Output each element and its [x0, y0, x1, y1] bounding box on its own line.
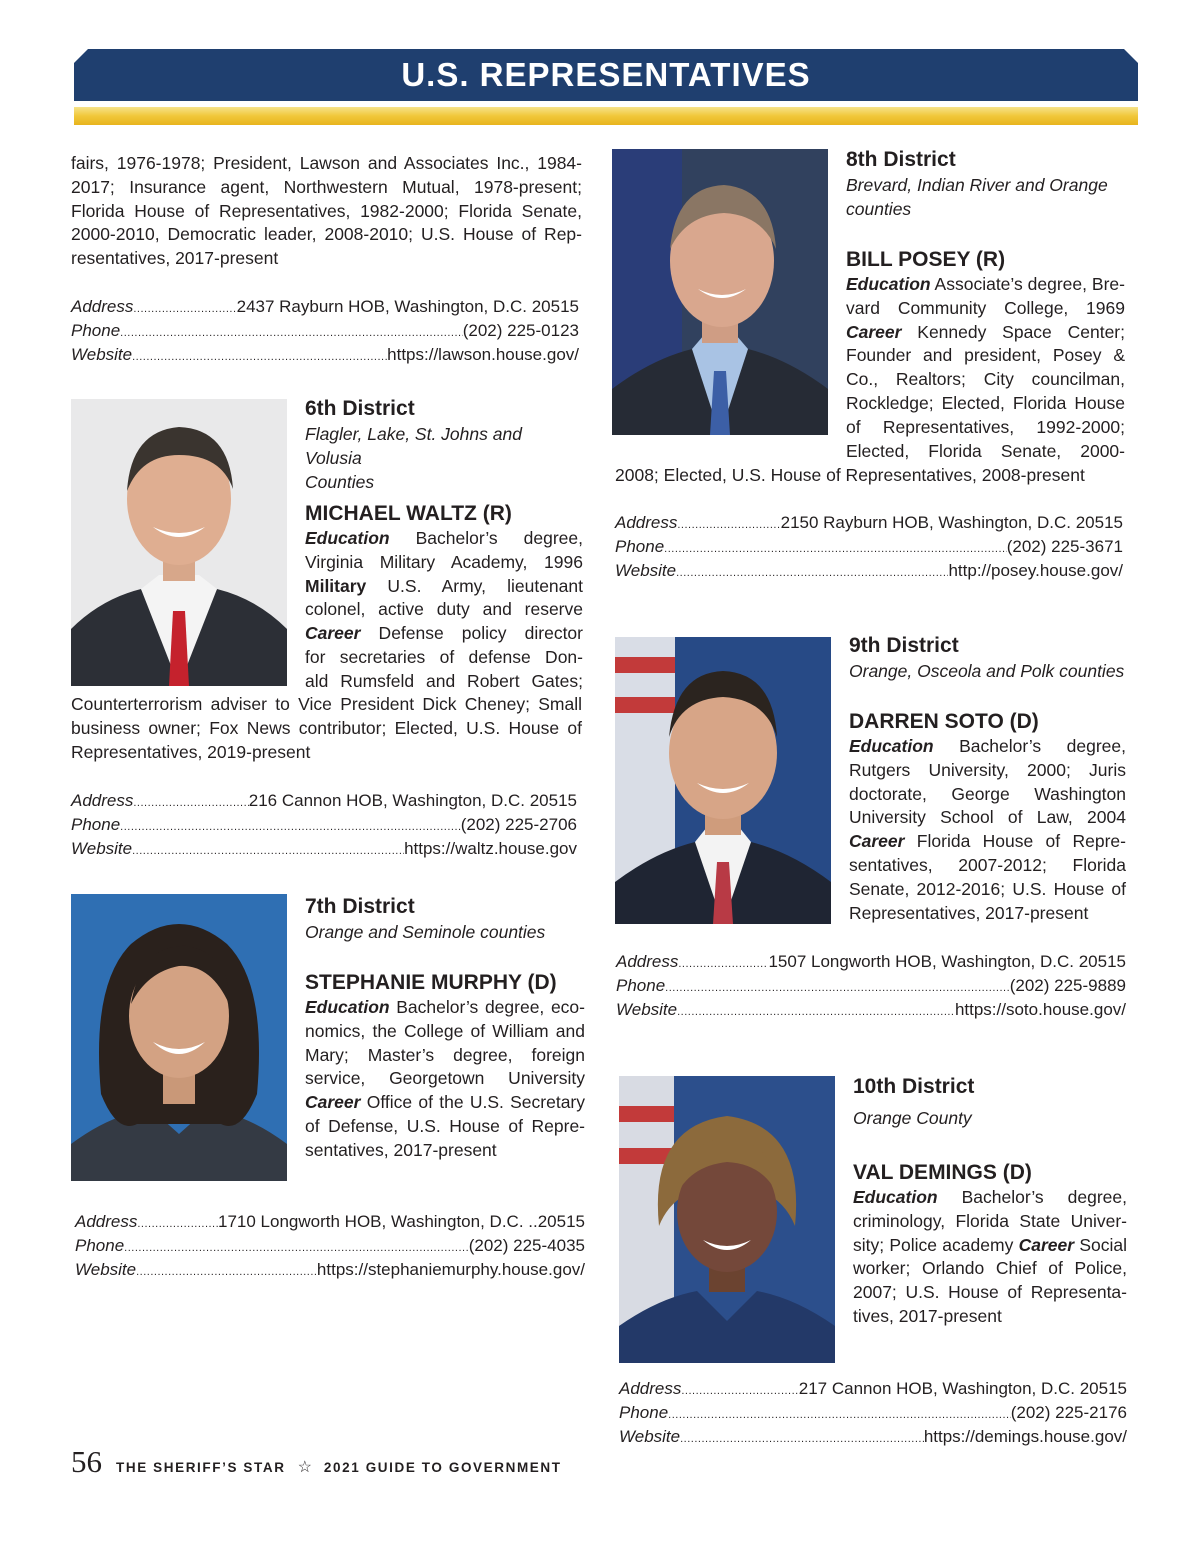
publication-name: THE SHERIFF’S STAR — [116, 1460, 286, 1475]
address-value: 1710 Longworth HOB, Washington, D.C. ..20515 — [218, 1212, 585, 1231]
bio-text: Representatives, 2017-present — [849, 902, 1089, 923]
bio-label: Career — [846, 321, 902, 342]
address-label: Address — [71, 791, 134, 810]
bio-text: Counterterrorism adviser to Vice President Dick Cheney; Small — [71, 694, 582, 714]
bio-text: Bachelor’s degree, — [937, 1187, 1127, 1207]
bio-label: Education — [849, 736, 934, 756]
bio-text: for secretaries of defense Don- — [305, 646, 583, 667]
address-label: Address — [615, 513, 678, 532]
page-footer — [71, 1444, 562, 1484]
district-counties: Brevard, Indian River and Orange — [846, 175, 1108, 195]
bio-text: Rockledge; Elected, Florida House — [846, 392, 1125, 413]
bio-text: Senate, 2012-2016; U.S. House of — [849, 878, 1126, 899]
district-counties: Counties — [305, 472, 375, 492]
waltz-contact — [71, 789, 577, 860]
banner-gold-stripe — [74, 107, 1138, 125]
page-header-banner — [74, 49, 1138, 125]
representative-name: BILL POSEY (R) — [846, 248, 1006, 271]
posey-header — [846, 147, 1126, 221]
website-label: Website — [615, 560, 677, 580]
bio-text: Associate’s degree, Bre- — [930, 274, 1125, 294]
district-counties: counties — [846, 199, 912, 219]
bio-text: of Defense, U.S. House of Repre- — [305, 1115, 585, 1136]
guide-title: 2021 GUIDE TO GOVERNMENT — [323, 1460, 562, 1475]
bio-text: of Representatives, 1992-2000; — [846, 416, 1125, 437]
representative-name: STEPHANIE MURPHY (D) — [305, 971, 557, 994]
website-link[interactable]: https://waltz.house.gov — [404, 838, 577, 858]
website-link[interactable]: https://lawson.house.gov/ — [387, 344, 579, 364]
waltz-bio — [305, 501, 583, 694]
bio-text: Bachelor’s degree, — [933, 736, 1126, 756]
district-counties: Orange County — [853, 1108, 972, 1128]
phone-value: (202) 225-4035 — [468, 1235, 585, 1255]
continued-line: fairs, 1976-1978; President, Lawson and Associates Inc., 1984- — [71, 153, 582, 173]
address-label: Address — [619, 1379, 682, 1398]
address-label: Address — [71, 297, 134, 316]
district-heading: 8th District — [846, 148, 956, 171]
bio-text: 2007; U.S. House of Representa- — [853, 1282, 1127, 1303]
bio-text: Office of the U.S. Secretary — [360, 1092, 585, 1113]
phone-label: Phone — [75, 1235, 125, 1255]
phone-label: Phone — [71, 814, 121, 834]
phone-label: Phone — [615, 536, 665, 556]
bio-text: worker; Orlando Chief of Police, — [853, 1258, 1127, 1279]
bio-text: University School of Law, 2004 — [849, 807, 1126, 828]
bio-text: Florida House of Repre- — [904, 831, 1126, 852]
address-value: 2437 Rayburn HOB, Washington, D.C. 20515 — [236, 297, 579, 316]
phone-value: (202) 225-2176 — [1010, 1402, 1127, 1422]
bio-text: Defense policy director — [360, 623, 583, 644]
phone-label: Phone — [619, 1402, 669, 1422]
bio-text: service, Georgetown University — [305, 1068, 585, 1089]
bio-label: Career — [849, 831, 905, 852]
bio-label: Education — [305, 997, 390, 1017]
bio-text: doctorate, George Washington — [849, 783, 1126, 804]
phone-label: Phone — [616, 975, 666, 995]
murphy-header — [305, 894, 583, 944]
star-icon: ☆ — [297, 1459, 312, 1476]
waltz-header — [305, 396, 583, 494]
representative-name: DARREN SOTO (D) — [849, 710, 1039, 733]
bio-text: Co., Realtors; City councilman, — [846, 369, 1125, 390]
district-heading: 7th District — [305, 895, 415, 918]
bio-text: vard Community College, 1969 — [846, 297, 1125, 318]
bio-text: Bachelor’s degree, eco- — [389, 997, 585, 1017]
bio-text: Bachelor’s degree, — [389, 528, 583, 548]
district-heading: 9th District — [849, 634, 959, 657]
phone-value: (202) 225-2706 — [460, 814, 577, 834]
bio-text: Rutgers University, 2000; Juris — [849, 759, 1126, 780]
district-heading: 6th District — [305, 397, 415, 420]
bio-text: tives, 2017-present — [853, 1305, 1002, 1326]
bio-text: criminology, Florida State Univer- — [853, 1210, 1127, 1231]
waltz-portrait — [71, 399, 287, 686]
address-value: 2150 Rayburn HOB, Washington, D.C. 20515 — [780, 513, 1123, 532]
bio-text: Representatives, 2019-present — [71, 741, 311, 762]
website-link[interactable]: https://soto.house.gov/ — [954, 999, 1126, 1019]
bio-text: Kennedy Space Center; — [901, 321, 1125, 342]
website-label: Website — [71, 344, 133, 364]
address-value: 216 Cannon HOB, Washington, D.C. 20515 — [248, 791, 577, 810]
website-link[interactable]: https://demings.house.gov/ — [923, 1426, 1127, 1446]
soto-header — [849, 633, 1127, 683]
bio-label: Education — [305, 528, 390, 548]
address-label: Address — [75, 1212, 138, 1231]
phone-value: (202) 225-9889 — [1009, 975, 1126, 995]
bio-text: colonel, active duty and reserve — [305, 599, 583, 620]
address-value: 1507 Longworth HOB, Washington, D.C. 20515 — [768, 952, 1126, 971]
phone-value: (202) 225-3671 — [1006, 536, 1123, 556]
murphy-bio — [305, 970, 585, 1163]
representative-name: VAL DEMINGS (D) — [853, 1161, 1032, 1184]
soto-portrait — [615, 637, 831, 924]
murphy-contact — [75, 1210, 585, 1281]
bio-text: Elected, Florida Senate, 2000- — [846, 440, 1125, 461]
bio-text: business owner; Fox News contributor; Elected, U.S. House of — [71, 717, 582, 738]
soto-bio — [849, 709, 1126, 925]
demings-contact — [619, 1377, 1127, 1448]
continued-line: 2000-2010, Democratic leader, 2008-2010; U.S. House of Rep- — [71, 224, 582, 245]
phone-value: (202) 225-0123 — [462, 320, 579, 340]
website-label: Website — [619, 1426, 681, 1446]
soto-contact — [616, 950, 1126, 1021]
bio-label: Military — [305, 575, 367, 596]
demings-bio — [853, 1160, 1127, 1329]
bio-text: Social — [1074, 1234, 1127, 1255]
bio-text: nomics, the College of William and — [305, 1020, 585, 1041]
website-label: Website — [616, 999, 678, 1019]
page-number: 56 — [71, 1444, 102, 1479]
address-value: 217 Cannon HOB, Washington, D.C. 20515 — [798, 1379, 1127, 1398]
demings-header — [853, 1074, 1127, 1130]
demings-portrait — [619, 1076, 835, 1363]
bio-label: Career — [1018, 1234, 1075, 1255]
waltz-bio-continued — [71, 693, 582, 764]
district-heading: 10th District — [853, 1075, 975, 1098]
website-label: Website — [75, 1259, 137, 1279]
district-counties: Flagler, Lake, St. Johns and Volusia — [305, 424, 522, 468]
lawson-contact — [71, 295, 579, 366]
representative-name: MICHAEL WALTZ (R) — [305, 502, 512, 525]
bio-text: ald Rumsfeld and Robert Gates; — [305, 670, 583, 691]
continued-bio — [71, 152, 582, 271]
district-counties: Orange and Seminole counties — [305, 922, 546, 942]
website-link[interactable]: https://stephaniemurphy.house.gov/ — [316, 1259, 585, 1279]
bio-text: Virginia Military Academy, 1996 — [305, 551, 583, 572]
website-link[interactable]: http://posey.house.gov/ — [948, 560, 1123, 580]
bio-text: sentatives, 2007-2012; Florida — [849, 854, 1126, 875]
phone-label: Phone — [71, 320, 121, 340]
page-title: U.S. REPRESENTATIVES — [401, 56, 811, 93]
bio-label: Career — [305, 1092, 361, 1113]
address-label: Address — [616, 952, 679, 971]
website-label: Website — [71, 838, 133, 858]
bio-text: U.S. Army, lieutenant — [366, 575, 583, 596]
bio-text: sentatives, 2017-present — [305, 1139, 497, 1160]
continued-line: Florida House of Representatives, 1982-2000; Florida Senate, — [71, 200, 582, 221]
district-counties: Orange, Osceola and Polk counties — [849, 661, 1125, 681]
murphy-portrait — [71, 894, 287, 1181]
bio-label: Education — [853, 1187, 938, 1207]
bio-text: sity; Police academy — [853, 1234, 1019, 1255]
posey-bio — [846, 247, 1125, 463]
bio-label: Career — [305, 623, 361, 644]
continued-line: 2017; Insurance agent, Northwestern Mutual, 1978-present; — [71, 176, 582, 197]
bio-text: Founder and president, Posey & — [846, 345, 1125, 366]
bio-text: 2008; Elected, U.S. House of Representatives, 2008-present — [615, 465, 1085, 485]
posey-portrait — [612, 149, 828, 435]
bio-text: Mary; Master’s degree, foreign — [305, 1044, 585, 1065]
bio-label: Education — [846, 274, 931, 294]
posey-contact — [615, 511, 1123, 582]
posey-bio-continued — [615, 464, 1135, 488]
continued-line: resentatives, 2017-present — [71, 248, 279, 269]
